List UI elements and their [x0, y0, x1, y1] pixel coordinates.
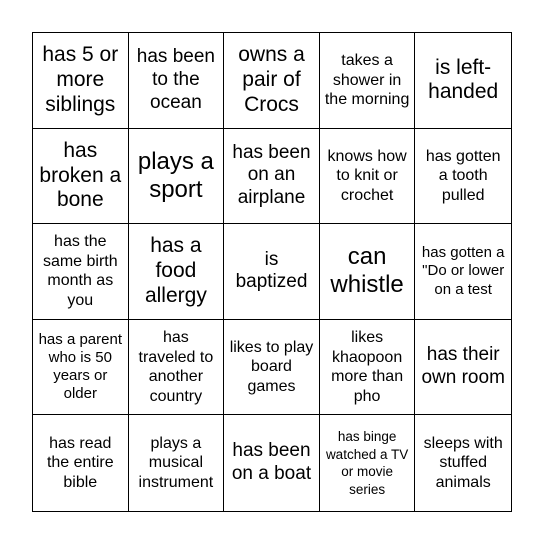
bingo-cell[interactable] — [320, 129, 416, 225]
cell-text: plays a sport — [137, 147, 214, 203]
cell-text: has been on a boat — [231, 440, 312, 485]
bingo-cell[interactable] — [33, 320, 129, 416]
bingo-cell[interactable] — [415, 415, 511, 511]
cell-text: knows how to knit or crochet — [327, 147, 407, 204]
cell-text: plays a musical instrument — [138, 434, 214, 491]
cell-text: has 5 or more siblings — [42, 43, 119, 116]
bingo-cell[interactable] — [129, 415, 225, 511]
cell-text: takes a shower in the morning — [324, 52, 410, 109]
cell-text: likes khaopoon more than pho — [331, 329, 404, 405]
bingo-cell[interactable] — [224, 224, 320, 320]
bingo-cell[interactable] — [224, 415, 320, 511]
bingo-cell[interactable] — [320, 320, 416, 416]
cell-text: has binge watched a TV or movie series — [325, 429, 409, 497]
bingo-cell[interactable] — [129, 224, 225, 320]
bingo-cell[interactable] — [415, 320, 511, 416]
bingo-cell[interactable] — [129, 320, 225, 416]
cell-text: has been on an airplane — [232, 141, 311, 209]
bingo-cell[interactable] — [129, 33, 225, 129]
cell-text: has gotten a tooth pulled — [425, 147, 501, 204]
bingo-cell[interactable] — [320, 33, 416, 129]
bingo-cell[interactable] — [415, 224, 511, 320]
cell-text: sleeps with stuffed animals — [423, 434, 503, 491]
cell-text: has gotten a "Do or lower on a test — [421, 244, 505, 298]
bingo-cell[interactable] — [129, 129, 225, 225]
bingo-cell[interactable] — [320, 415, 416, 511]
cell-text: has their own room — [421, 344, 505, 389]
bingo-cell[interactable] — [224, 320, 320, 416]
bingo-cell[interactable] — [320, 224, 416, 320]
cell-text: has been to the ocean — [136, 46, 215, 113]
bingo-cell[interactable] — [224, 129, 320, 225]
cell-text: likes to play board games — [229, 338, 314, 395]
bingo-cell[interactable] — [33, 415, 129, 511]
cell-text: has the same birth month as you — [42, 233, 118, 309]
cell-text: can whistle — [330, 243, 404, 299]
bingo-cell[interactable] — [33, 224, 129, 320]
bingo-board — [32, 32, 512, 512]
cell-text: owns a pair of Crocs — [238, 43, 305, 116]
bingo-cell[interactable] — [415, 33, 511, 129]
bingo-cell[interactable] — [33, 33, 129, 129]
cell-text: has read the entire bible — [46, 434, 114, 491]
cell-text: is left-handed — [428, 55, 499, 104]
cell-text: has traveled to another country — [138, 329, 214, 405]
bingo-cell[interactable] — [33, 129, 129, 225]
bingo-cell[interactable] — [415, 129, 511, 225]
cell-text: has a parent who is 50 years or older — [38, 330, 122, 403]
cell-text: has broken a bone — [39, 138, 122, 212]
cell-text: is baptized — [235, 248, 308, 293]
cell-text: has a food allergy — [144, 234, 207, 307]
bingo-cell[interactable] — [224, 33, 320, 129]
